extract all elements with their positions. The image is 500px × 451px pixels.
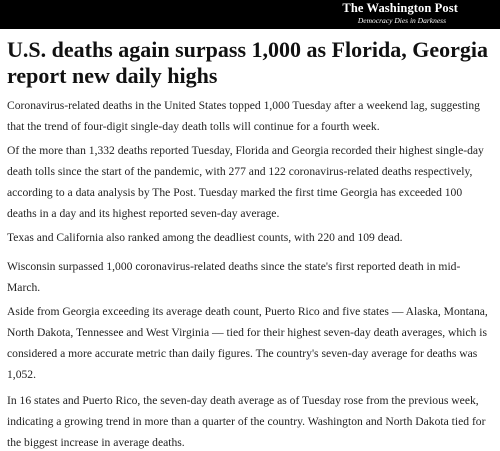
masthead-logo[interactable]: The Washington Post bbox=[342, 1, 458, 15]
article-paragraph-2: Of the more than 1,332 deaths reported Tuesday, Florida and Georgia recorded their highest single-day death tolls since the start of the pandemic, with 277 and 122 coronavirus-related deaths respectively, according to a data analysis by The Post. Tuesday marked the first time Georgia has exceeded 100 deaths in a day and its highest reported seven-day average. bbox=[7, 144, 484, 220]
article-paragraph-3: Texas and California also ranked among the deadliest counts, with 220 and 109 dead. bbox=[7, 231, 403, 244]
article-paragraph-4: Wisconsin surpassed 1,000 coronavirus-related deaths since the state's first reported death in mid-March. bbox=[7, 260, 461, 294]
article-paragraph-1: Coronavirus-related deaths in the United States topped 1,000 Tuesday after a weekend lag, suggesting that the trend of four-digit single-day death tolls will continue for a fourth week. bbox=[7, 99, 480, 133]
masthead-bar bbox=[0, 0, 500, 29]
article-headline: U.S. deaths again surpass 1,000 as Florida, Georgia report new daily highs bbox=[7, 37, 488, 88]
article-paragraph-5: Aside from Georgia exceeding its average death count, Puerto Rico and five states — Alaska, Montana, North Dakota, Tennessee and West Virginia — tied for their highest seven-day death averages, which is considered a more accurate metric than daily figures. The country's seven-day average for deaths was 1,052. bbox=[7, 305, 488, 381]
article-paragraph-6: In 16 states and Puerto Rico, the seven-day death average as of Tuesday rose from the previous week, indicating a growing trend in more than a quarter of the country. Washington and North Dakota tied for the biggest increase in average deaths. bbox=[7, 394, 486, 449]
masthead-tagline: Democracy Dies in Darkness bbox=[357, 16, 446, 25]
